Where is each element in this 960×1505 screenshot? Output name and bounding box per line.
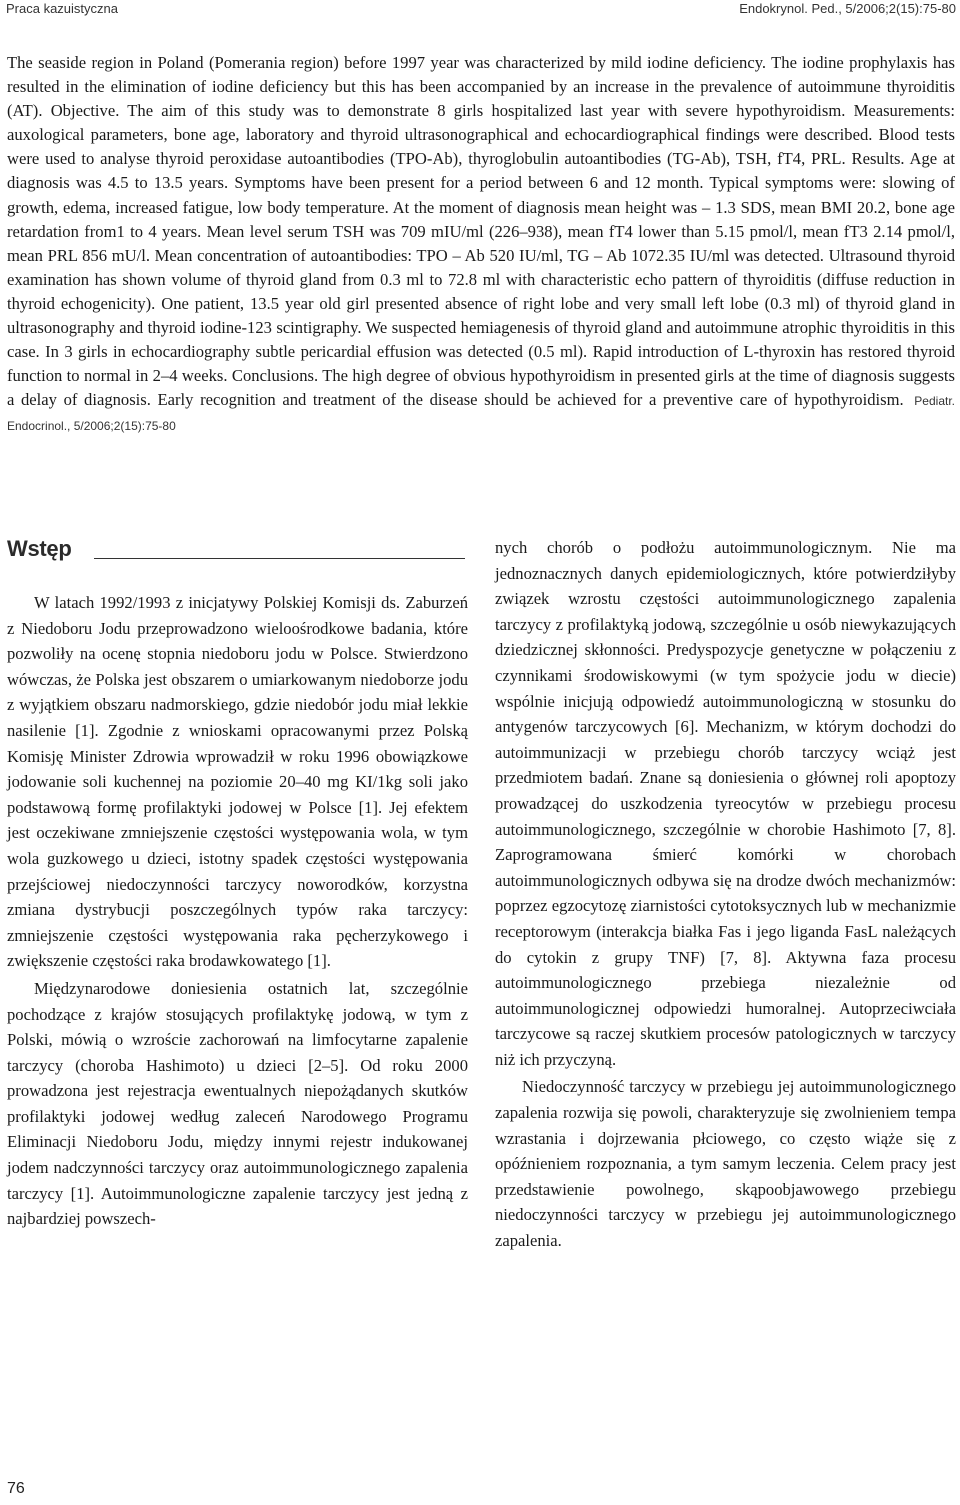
page-number: 76 <box>7 1480 25 1497</box>
section-heading: Wstęp <box>7 536 72 561</box>
page-header <box>0 0 960 16</box>
paragraph: W latach 1992/1993 z inicjatywy Polskiej Komisji ds. Zaburzeń z Niedoboru Jodu przeprowadzono wieloośrodkowe badania, które pozwoliły na ocenę stopnia niedoboru jodu w Polsce. Stwierdzono wówczas, że Polska jest obszarem o umiarkowanym niedoborze jodu z wyjątkiem obszaru nadmorskiego, gdzie niedobór jodu miał lekkie nasilenie [1]. Zgodnie z wnioskami opracowanymi przez Polską Komisję Minister Zdrowia wprowadził w roku 1996 obowiązkowe jodowanie soli kuchennej na poziomie 20–40 mg KI/1kg soli jako podstawową formę profilaktyki jodowej w Polsce [1]. Jej efektem jest oczekiwane zmniejszenie częstości występowania wola, w tym wola guzkowego u dzieci, istotny spadek częstości występowania przejściowej niedoczynności tarczycy noworodków, korzystna zmiana dystrybucji poszczególnych typów raka tarczycy: zmniejszenie częstości występowania raka pęcherzykowego i zwiększenie częstości raka brodawkowatego [1]. <box>7 593 468 971</box>
left-column <box>7 590 468 1232</box>
section-label: Praca kazuistyczna <box>6 1 118 16</box>
right-column <box>495 535 956 1254</box>
paragraph: Międzynarodowe doniesienia ostatnich lat, szczególnie pochodzące z krajów stosujących profilaktykę jodową, w tym z Polski, mówią o wzroście zachorowań na limfocytarne zapalenie tarczycy (choroba Hashimoto) u dzieci [2–5]. Od roku 2000 prowadzona jest rejestracja ewentualnych niepożądanych skutków profilaktyki jodowej według zaleceń Narodowego Programu Eliminacji Niedoboru Jodu, między innymi rejestr indukowanej jodem nadczynności tarczycy oraz autoimmunologicznego zapalenia tarczycy [1]. Autoimmunologiczne zapalenie tarczycy jest jedną z najbardziej powszech- <box>7 978 468 1229</box>
abstract-text: The seaside region in Poland (Pomerania region) before 1997 year was characterized by mild iodine deficiency. The iodine prophylaxis has resulted in the elimination of iodine deficiency but this has been accompanied by an increase in the prevalence of autoimmune thyroiditis (AT). Objective. The aim of this study was to demonstrate 8 girls hospitalized last year with severe hypothyroidism. Measurements: auxological parameters, bone age, laboratory and thyroid ultrasonographical and echocardiographical findings were described. Blood tests were used to analyse thyroid peroxidase autoantibodies (TPO-Ab), thyroglobulin autoantibodies (TG-Ab), TSH, fT4, PRL. Results. Age at diagnosis was 4.5 to 13.5 years. Symptoms have been present for a period between 6 and 12 month. Typical symptoms were: slowing of growth, edema, increased fatigue, low body temperature. At the moment of diagnosis mean height was – 1.3 SDS, mean BMI 20.2, bone age retardation from1 to 4 years. Mean level serum TSH was 709 mIU/ml (226–938), mean fT4 lower than 5.15 pmol/l, mean fT3 2.14 pmol/l, mean PRL 856 mU/l. Mean concentration of autoantibodies: TPO – Ab 520 IU/ml, TG – Ab 1072.35 IU/ml was detected. Ultrasound thyroid examination has shown volume of thyroid gland from 0.3 ml to 72.8 ml with characteristic echo pattern of thyroiditis (diffuse reduction in thyroid echogenicity). One patient, 13.5 year old girl presented absence of right lobe and very small left lobe (0.3 ml) of thyroid gland in ultrasonography and thyroid iodine-123 scintigraphy. We suspected hemiagenesis of thyroid gland and autoimmune atrophic thyroiditis in this case. In 3 girls in echocardiography subtle pericardial effusion was detected (0.5 ml). Rapid introduction of L-thyroxin has restored thyroid function to normal in 2–4 weeks. Conclusions. The high degree of obvious hypothyroidism in presented girls at the time of diagnosis suggests a delay of diagnosis. Early recognition and treatment of the disease should be achieved for a preventive care of hypothyroidism. <box>7 53 955 410</box>
journal-reference: Endokrynol. Ped., 5/2006;2(15):75-80 <box>739 1 956 16</box>
paragraph: nych chorób o podłożu autoimmunologicznym. Nie ma jednoznacznych danych epidemiologicznych, które potwierdziłyby związek wzrostu częstości autoimmunologicznego zapalenia tarczycy z profilaktyką jodową, szczególnie u osób niewykazujących dziedzicznej skłonności. Predyspozycje genetyczne w połączeniu z czynnikami środowiskowymi (w tym spożycie jodu w diecie) wspólnie inicjują odpowiedź autoimmunologiczną w stosunku do antygenów tarczycowych [6]. Mechanizm, w którym dochodzi do autoimmunizacji w przebiegu chorób tarczycy wciąż jest przedmiotem badań. Znane są doniesienia o głównej roli apoptozy prowadzącej do uszkodzenia tyreocytów w przebiegu procesu autoimmunologicznego, szczególnie w chorobie Hashimoto [7, 8]. Zaprogramowana śmierć komórki w chorobach autoimmunologicznych odbywa się na drodze dwóch mechanizmów: poprzez egzocytozę ziarnistości cytotoksycznych lub w mechanizmie receptorowym (interakcja białka Fas i jego liganda FasL należących do cytokin z grupy TNF) [7, 8]. Aktywna faza procesu autoimmunologicznego przebiega niezależnie od autoimmunologicznej odpowiedzi humoralnej. Autoprzeciwciała tarczycowe są raczej skutkiem procesów patologicznych w tarczycy niż ich przyczyną. <box>495 538 956 1069</box>
abstract <box>7 51 955 439</box>
paragraph: Niedoczynność tarczycy w przebiegu jej autoimmunologicznego zapalenia rozwija się powoli, charakteryzuje się zwolnieniem tempa wzrastania i dojrzewania płciowego, co często wiąże się z opóźnieniem rozpoznania, a tym samym leczenia. Celem pracy jest przedstawienie powolnego, skąpoobjawowego przebiegu niedoczynności tarczycy w przebiegu jej autoimmunologicznego zapalenia. <box>495 1077 956 1251</box>
abstract-citation: Pediatr. Endocrinol., 5/2006;2(15):75-80 <box>7 394 955 434</box>
heading-rule <box>94 558 465 559</box>
